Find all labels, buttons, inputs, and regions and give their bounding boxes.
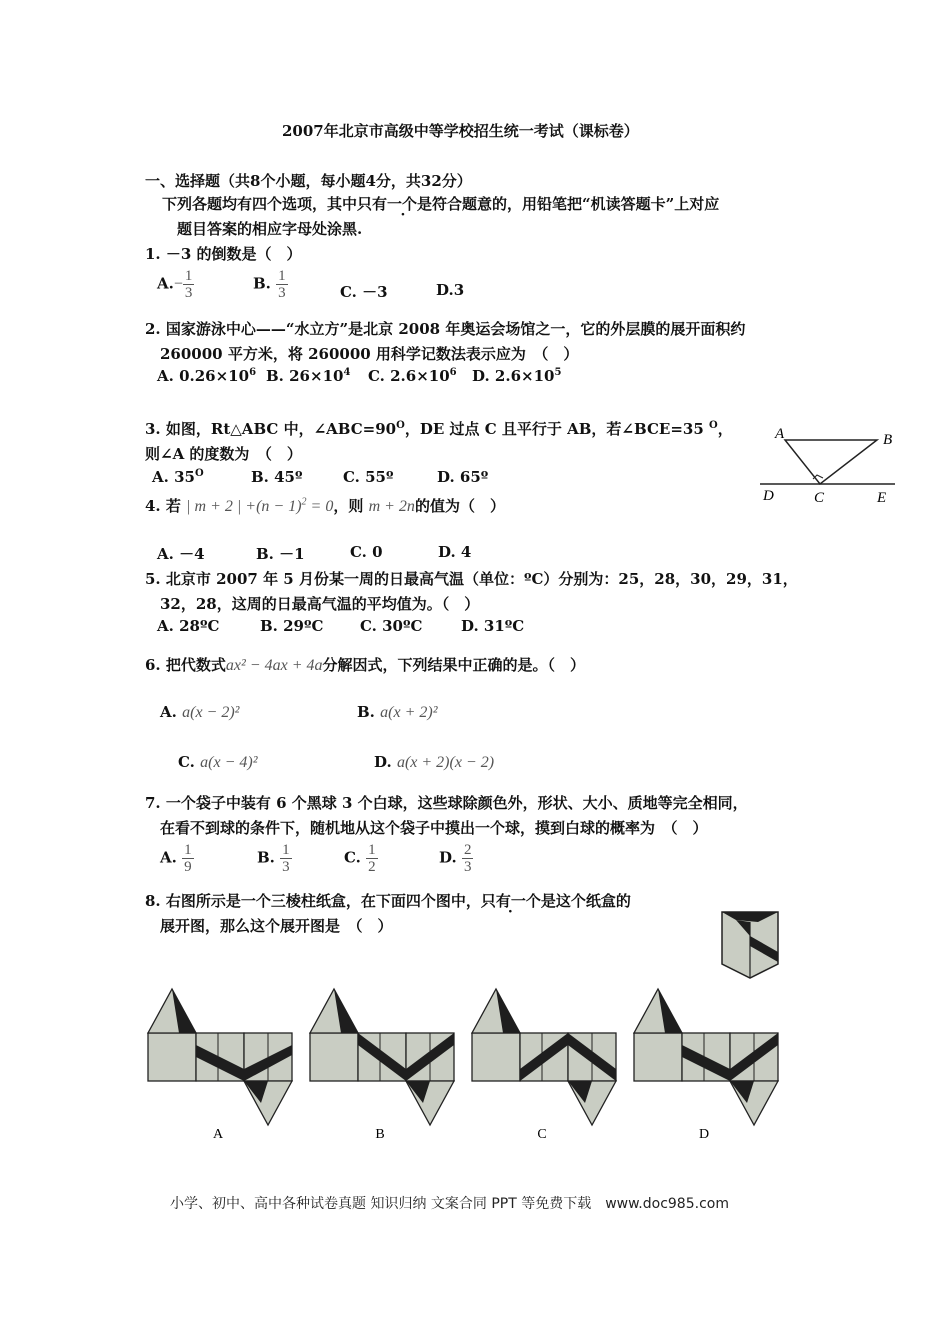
net-b — [310, 989, 454, 1125]
q7-option-a — [160, 842, 194, 875]
q2-line1: 2. 国家游泳中心——“水立方”是北京 2008 年奥运会场馆之一，它的外层膜的展开面积约 — [145, 320, 746, 338]
q2-a-exp: 6 — [249, 367, 257, 378]
label-b: B — [883, 432, 893, 448]
instruction-emphasis: 一个 — [387, 195, 418, 213]
q2-a-base: A. 0.26×10 — [157, 367, 250, 385]
q7-line2: 在看不到球的条件下，随机地从这个袋子中摸出一个球，摸到白球的概率为 （ ） — [160, 819, 708, 837]
q3-sup2: O — [709, 420, 718, 431]
q4-post: 的值为（ ） — [414, 497, 505, 515]
q3-line2: 则∠A 的度数为 （ ） — [145, 445, 302, 463]
q6-pre: 6. 把代数式 — [145, 656, 226, 674]
q1-b-fraction — [276, 268, 288, 301]
q7-line1: 7. 一个袋子中装有 6 个黑球 3 个白球，这些球除颜色外，形状、大小、质地等完全相同， — [145, 794, 748, 812]
q6-option-b — [357, 703, 438, 722]
q7-d-num: 2 — [463, 842, 472, 858]
q2-d-base: D. 2.6×10 — [472, 367, 555, 385]
q7-a-fraction — [182, 842, 194, 875]
q5-option-d: D. 31ºC — [461, 617, 525, 635]
q8-prism-figure — [718, 908, 784, 980]
q8-line1-a: 8. 右图所示是一个三棱柱纸盒，在下面四个图中， — [145, 892, 481, 910]
q3-a-sup: O — [194, 468, 204, 479]
q3-triangle-figure — [755, 420, 905, 510]
q6-b-label: B. — [357, 703, 375, 721]
section-instruction-line2: 题目答案的相应字母处涂黑. — [177, 220, 363, 238]
q3-sup1: O — [396, 420, 405, 431]
q4-expr1-text: | m + 2 | +(n − 1) — [186, 498, 302, 515]
q2-c-exp: 6 — [449, 367, 457, 378]
label-d: D — [763, 488, 774, 504]
q8-line1-b: 是这个纸盒的 — [540, 892, 631, 910]
q1-b-label: B. — [253, 274, 271, 293]
q6-b-expr: a(x + 2)² — [380, 704, 438, 721]
q4-mid: ，则 — [333, 497, 364, 515]
q7-b-fraction — [280, 842, 292, 875]
q3-option-d: D. 65º — [437, 468, 489, 486]
q8-emphasis: 只有一个 — [480, 892, 541, 910]
q6-post: 分解因式，下列结果中正确的是。（ ） — [322, 656, 585, 674]
q7-a-num: 1 — [184, 842, 192, 858]
net-label-b: B — [375, 1127, 385, 1142]
net-label-c: C — [537, 1127, 547, 1142]
q3-line1 — [145, 418, 733, 439]
q8-line2: 展开图，那么这个展开图是 （ ） — [160, 917, 393, 935]
q4-option-a: A. －4 — [157, 545, 205, 563]
q4-pre: 4. 若 — [145, 497, 181, 515]
q7-a-den: 9 — [184, 859, 192, 875]
q7-c-label: C. — [344, 848, 361, 867]
q4-expr1-tail: = 0 — [306, 498, 334, 515]
q7-option-b — [257, 842, 292, 875]
q3-option-c: C. 55º — [343, 468, 394, 486]
footer-text: 小学、初中、高中各种试卷真题 知识归纳 文案合同 PPT 等免费下载 www.doc985.com — [170, 1196, 729, 1212]
q1-a-num: 1 — [184, 268, 193, 284]
q1-b-den: 3 — [278, 285, 286, 301]
q1-a-den: 3 — [184, 285, 193, 301]
q6-expr: ax² − 4ax + 4a — [225, 657, 323, 674]
q7-b-den: 3 — [282, 859, 290, 875]
q1-a-label: A. — [157, 274, 174, 293]
q7-b-num: 1 — [282, 842, 290, 858]
q4-option-d: D. 4 — [438, 543, 472, 561]
q6-option-d — [374, 753, 494, 772]
q4-option-b: B. －1 — [256, 545, 305, 563]
q7-option-d — [439, 842, 473, 875]
q8-nets-figure — [143, 985, 803, 1145]
q6-c-expr: a(x − 4)² — [200, 754, 258, 771]
q6-a-label: A. — [160, 703, 177, 721]
section-instruction — [162, 193, 719, 214]
q6-d-expr: a(x + 2)(x − 2) — [396, 754, 495, 771]
q4-option-c: C. 0 — [350, 543, 383, 561]
q6-option-a — [160, 703, 239, 722]
q7-d-den: 3 — [463, 859, 472, 875]
q2-b-exp: 4 — [343, 367, 351, 378]
q4-expr1 — [186, 498, 333, 515]
q5-option-a: A. 28ºC — [157, 617, 220, 635]
q6-d-label: D. — [374, 753, 392, 771]
q7-d-label: D. — [439, 848, 457, 867]
q2-line2: 260000 平方米，将 260000 用科学记数法表示应为 （ ） — [160, 345, 579, 363]
q2-option-a — [157, 367, 256, 385]
label-a: A — [775, 426, 785, 442]
q6-option-c — [178, 753, 258, 772]
q4-expr2: m + 2n — [368, 498, 415, 515]
q3-option-a — [152, 468, 204, 486]
net-label-d: D — [698, 1127, 710, 1142]
q5-line1: 5. 北京市 2007 年 5 月份某一周的日最高气温（单位：ºC）分别为：25，28，30，29，31， — [145, 570, 798, 588]
instruction-text-a: 下列各题均有四个选项，其中只有 — [162, 195, 388, 213]
net-label-a: A — [212, 1127, 224, 1142]
right-angle-mark — [813, 475, 823, 479]
q7-c-den: 2 — [368, 859, 376, 875]
page-title: 2007年北京市高级中等学校招生统一考试（课标卷） — [282, 122, 639, 140]
q1-b-num: 1 — [278, 268, 286, 284]
q2-c-base: C. 2.6×10 — [368, 367, 450, 385]
q7-b-label: B. — [257, 848, 275, 867]
q3-option-b: B. 45º — [251, 468, 303, 486]
q4-stem — [145, 495, 505, 516]
q1-option-c: C. －3 — [340, 283, 388, 301]
q7-option-c — [344, 842, 378, 875]
q6-a-expr: a(x − 2)² — [182, 704, 240, 721]
q1-stem: 1. －3 的倒数是（ ） — [145, 245, 302, 263]
net-a — [148, 989, 292, 1125]
q8-line1 — [145, 890, 631, 911]
instruction-text-b: 是符合题意的，用铅笔把“机读答题卡”上对应 — [417, 195, 720, 213]
q3-line1-b: ，DE 过点 C 且平行于 AB，若∠BCE=35 — [404, 420, 709, 438]
q7-c-num: 1 — [368, 842, 376, 858]
q5-option-b: B. 29ºC — [260, 617, 324, 635]
net-c — [472, 989, 616, 1125]
q2-option-c — [368, 367, 457, 385]
section-heading: 一、选择题（共8个小题，每小题4分，共32分） — [145, 172, 472, 190]
q1-option-d: D.3 — [436, 281, 465, 299]
q1-a-sign: − — [173, 275, 183, 293]
label-c: C — [814, 490, 825, 506]
net-d — [634, 989, 778, 1125]
q1-option-b — [253, 268, 288, 301]
q1-option-a — [157, 268, 194, 301]
label-e: E — [877, 490, 887, 506]
q2-option-d — [472, 367, 561, 385]
q4-expr1-exp: 2 — [301, 496, 307, 508]
q7-c-fraction — [366, 842, 378, 875]
q3-a-base: A. 35 — [152, 468, 195, 486]
q5-option-c: C. 30ºC — [360, 617, 423, 635]
q6-stem — [145, 654, 585, 675]
q7-a-label: A. — [160, 848, 177, 867]
q3-line1-a: 3. 如图，Rt△ABC 中，∠ABC=90 — [145, 420, 397, 438]
q2-option-b — [266, 367, 350, 385]
q5-line2: 32，28，这周的日最高气温的平均值为。（ ） — [160, 595, 480, 613]
q2-d-exp: 5 — [554, 367, 562, 378]
triangle-abc — [785, 440, 877, 484]
q2-b-base: B. 26×10 — [266, 367, 344, 385]
q6-c-label: C. — [178, 753, 195, 771]
q7-d-fraction — [462, 842, 474, 875]
q1-a-fraction — [183, 268, 195, 301]
q3-line1-c: ， — [717, 420, 733, 438]
